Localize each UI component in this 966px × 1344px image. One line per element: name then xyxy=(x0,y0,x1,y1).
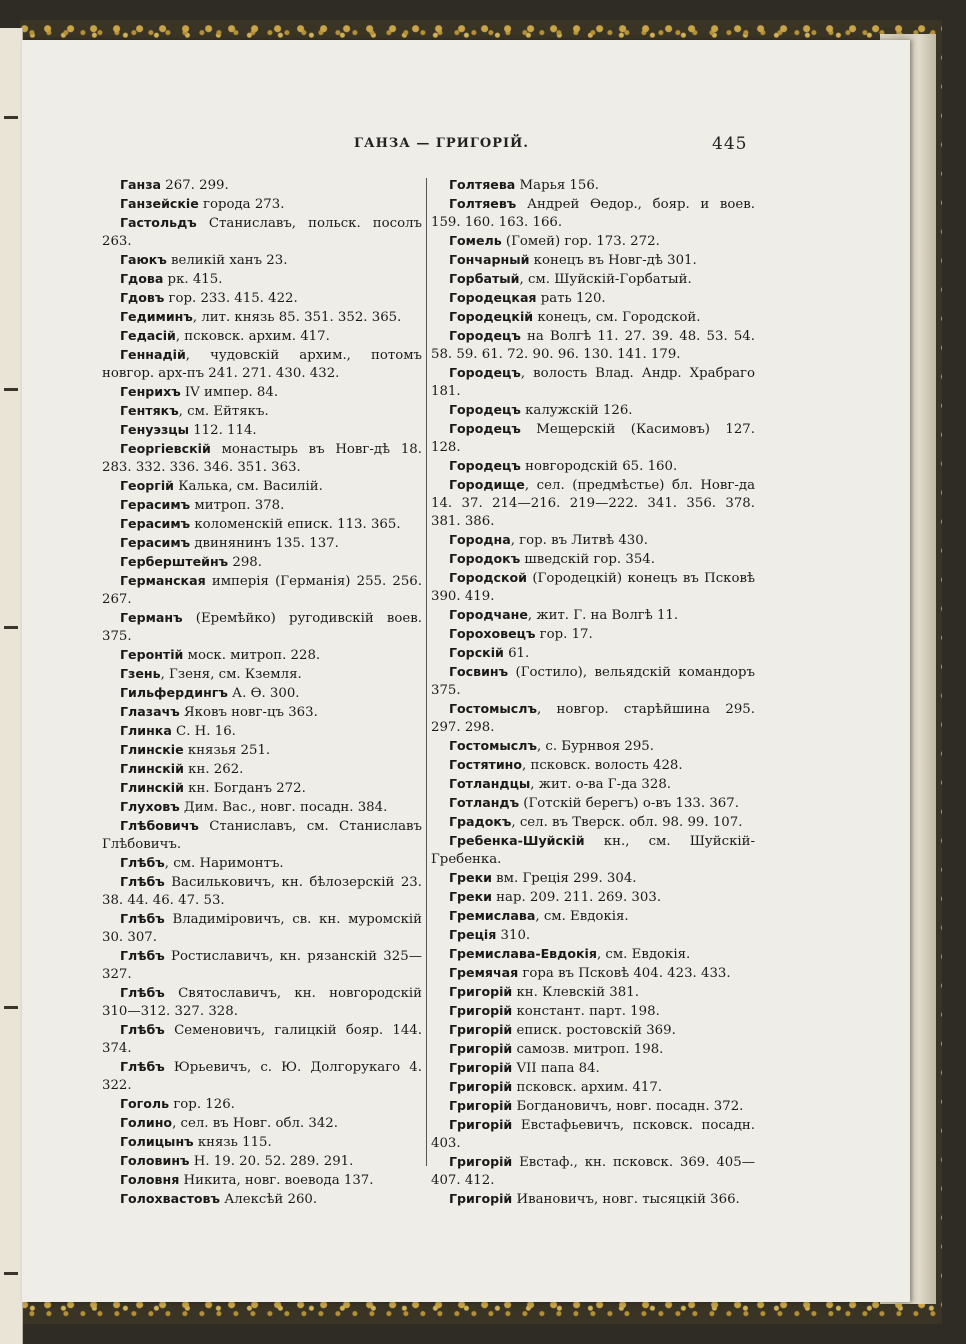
index-entry xyxy=(102,798,422,817)
index-references: на Волгѣ 11. 27. 39. 48. 53. 54. 58. 59. 61. 72. 90. 96. 130. 141. 179. xyxy=(431,329,755,362)
index-references: , чудовскій архим., потомъ новгор. арх-пъ 241. 271. 430. 432. xyxy=(102,348,422,381)
index-entry xyxy=(431,1097,755,1116)
index-references: Ивановичъ, новг. тысяцкій 366. xyxy=(512,1192,740,1207)
index-term: Григорій xyxy=(449,1022,513,1037)
index-entry xyxy=(431,195,755,232)
index-references: IV импер. 84. xyxy=(180,385,279,400)
index-references: , см. Наримонтъ. xyxy=(164,856,284,871)
index-term: Герберштейнъ xyxy=(120,554,229,569)
index-entry xyxy=(102,515,422,534)
index-term: Гастольдъ xyxy=(120,215,197,230)
index-term: Городецъ xyxy=(449,458,521,473)
index-term: Григорій xyxy=(449,1191,513,1206)
index-entry xyxy=(431,983,755,1002)
index-references: Станиславъ, см. Станиславъ Глѣбовичъ. xyxy=(102,819,422,852)
index-entry xyxy=(102,1171,422,1190)
index-entry xyxy=(102,1133,422,1152)
index-term: Греки xyxy=(449,889,492,904)
index-entry xyxy=(431,308,755,327)
index-term: Гостомыслъ xyxy=(449,738,537,753)
index-entry xyxy=(431,1190,755,1209)
index-entry xyxy=(431,569,755,606)
index-term: Городище xyxy=(449,477,525,492)
index-term: Гильфердингъ xyxy=(120,685,228,700)
index-term: Глинскій xyxy=(120,780,184,795)
index-references: , жит. Г. на Волгѣ 11. xyxy=(527,608,679,623)
index-references: моск. митроп. 228. xyxy=(183,648,321,663)
index-references: , жит. о-ва Г-да 328. xyxy=(530,777,672,792)
index-entry xyxy=(102,534,422,553)
index-references: калужскій 126. xyxy=(520,403,633,418)
index-term: Глѣбъ xyxy=(120,1022,165,1037)
index-term: Гончарный xyxy=(449,252,530,267)
index-term: Германская xyxy=(120,573,206,588)
index-entry xyxy=(431,1021,755,1040)
index-references: князья 251. xyxy=(183,743,271,758)
index-references: имперія (Германія) 255. 256. 267. xyxy=(102,574,422,607)
index-entry xyxy=(102,195,422,214)
index-term: Городецкая xyxy=(449,290,537,305)
column-divider xyxy=(426,178,427,1166)
index-references: рать 120. xyxy=(536,291,606,306)
index-references: новгородскій 65. 160. xyxy=(520,459,678,474)
index-entry xyxy=(102,270,422,289)
index-entry xyxy=(102,289,422,308)
index-term: Глинскій xyxy=(120,761,184,776)
index-entry xyxy=(102,1114,422,1133)
index-references: шведскій гор. 354. xyxy=(520,552,655,567)
index-entry xyxy=(431,644,755,663)
index-references: , сел. въ Новг. обл. 342. xyxy=(172,1116,338,1131)
index-term: Грецiя xyxy=(449,927,497,942)
index-entry xyxy=(431,869,755,888)
index-term: Гентякъ xyxy=(120,403,179,418)
index-term: Геронтій xyxy=(120,647,184,662)
index-references: Юрьевичъ, с. Ю. Долгорукаго 4. 322. xyxy=(102,1060,422,1093)
index-term: Гедасій xyxy=(120,328,176,343)
index-references: псковск. архим. 417. xyxy=(512,1080,663,1095)
index-term: Городецъ xyxy=(449,402,521,417)
index-entry xyxy=(431,794,755,813)
index-references: города 273. xyxy=(198,197,285,212)
index-entry xyxy=(431,964,755,983)
index-references: 298. xyxy=(228,555,262,570)
index-references: нар. 209. 211. 269. 303. xyxy=(491,890,662,905)
index-term: Григорій xyxy=(449,1117,513,1132)
index-entry xyxy=(431,1040,755,1059)
index-term: Голтяевъ xyxy=(449,196,517,211)
index-term: Григорій xyxy=(449,984,513,999)
index-references: , см. Евдокія. xyxy=(535,909,629,924)
index-entry xyxy=(431,289,755,308)
index-entry xyxy=(431,625,755,644)
index-entry xyxy=(102,1152,422,1171)
index-term: Гомель xyxy=(449,233,502,248)
index-entry xyxy=(431,1078,755,1097)
index-entry xyxy=(431,907,755,926)
index-references: VII папа 84. xyxy=(512,1061,600,1076)
index-references: Ростиславичъ, кн. рязанскій 325—327. xyxy=(102,949,422,982)
index-entry xyxy=(102,646,422,665)
index-entry xyxy=(431,945,755,964)
index-entry xyxy=(431,457,755,476)
index-term: Гребенка-Шуйскій xyxy=(449,833,585,848)
index-term: Головинъ xyxy=(120,1153,190,1168)
index-entry xyxy=(102,817,422,854)
index-references: Н. 19. 20. 52. 289. 291. xyxy=(189,1154,354,1169)
index-references: , новгор. старѣйшина 295. 297. 298. xyxy=(431,702,755,735)
index-entry xyxy=(102,984,422,1021)
index-term: Гзень xyxy=(120,666,161,681)
index-entry xyxy=(431,550,755,569)
index-entry xyxy=(102,873,422,910)
sewing-mark xyxy=(4,388,18,391)
index-references: Богдановичъ, новг. посадн. 372. xyxy=(512,1099,744,1114)
index-term: Глинка xyxy=(120,723,172,738)
index-references: , псковск. архим. 417. xyxy=(175,329,330,344)
index-term: Готландцы xyxy=(449,776,531,791)
index-entry xyxy=(102,1190,422,1209)
index-references: Марья 156. xyxy=(515,178,600,193)
index-references: Евстафьевичъ, псковск. посадн. 403. xyxy=(431,1118,755,1151)
index-entry xyxy=(102,496,422,515)
index-term: Ганзейскіе xyxy=(120,196,199,211)
index-references: великій ханъ 23. xyxy=(166,253,288,268)
index-entry xyxy=(102,176,422,195)
index-references: самозв. митроп. 198. xyxy=(512,1042,664,1057)
index-term: Гаюкъ xyxy=(120,252,167,267)
index-term: Горбатый xyxy=(449,271,520,286)
index-term: Городской xyxy=(449,570,528,585)
index-term: Глуховъ xyxy=(120,799,180,814)
index-entry xyxy=(102,609,422,646)
index-references: кн. Клевскій 381. xyxy=(512,985,639,1000)
index-term: Григорій xyxy=(449,1154,513,1169)
index-term: Григорій xyxy=(449,1098,513,1113)
index-term: Генуэзцы xyxy=(120,422,189,437)
index-references: Алексѣй 260. xyxy=(220,1192,318,1207)
index-entry xyxy=(431,364,755,401)
index-references: 112. 114. xyxy=(188,423,257,438)
index-term: Григорій xyxy=(449,1079,513,1094)
index-entry xyxy=(102,741,422,760)
index-term: Герасимъ xyxy=(120,535,191,550)
index-entry xyxy=(431,888,755,907)
index-references: конецъ въ Новг-дѣ 301. xyxy=(529,253,697,268)
index-entry xyxy=(102,722,422,741)
index-references: Станиславъ, польск. посолъ 263. xyxy=(102,216,422,249)
sewing-mark xyxy=(4,1272,18,1275)
index-references: Святославичъ, кн. новгородскій 310—312. 327. 328. xyxy=(102,986,422,1019)
index-term: Глѣбъ xyxy=(120,855,165,870)
index-references: вм. Грецiя 299. 304. xyxy=(491,871,637,886)
index-term: Григорій xyxy=(449,1003,513,1018)
index-references: Васильковичъ, кн. бѣлозерскій 23. 38. 44. 46. 47. 53. xyxy=(102,875,422,908)
index-term: Городецъ xyxy=(449,421,521,436)
index-references: , см. Евдокія. xyxy=(596,947,691,962)
index-term: Глѣбъ xyxy=(120,911,165,926)
index-term: Герасимъ xyxy=(120,497,191,512)
index-column-left xyxy=(102,176,422,1209)
index-entry xyxy=(431,251,755,270)
index-term: Ганза xyxy=(120,177,162,192)
index-references: еписк. ростовскій 369. xyxy=(512,1023,676,1038)
index-references: (Готскій берегъ) о-въ 133. 367. xyxy=(519,796,739,811)
index-term: Гремислава-Евдокія xyxy=(449,946,597,961)
index-entry xyxy=(102,684,422,703)
index-entry xyxy=(431,531,755,550)
index-term: Голтяева xyxy=(449,177,516,192)
index-entry xyxy=(431,926,755,945)
index-references: 61. xyxy=(503,646,530,661)
index-references: констант. парт. 198. xyxy=(512,1004,660,1019)
index-references: Андрей Ѳедор., бояр. и воев. 159. 160. 163. 166. xyxy=(431,197,755,230)
index-entry xyxy=(102,703,422,722)
index-references: Дим. Вас., новг. посадн. 384. xyxy=(179,800,388,815)
index-references: кн., см. Шуйскій-Гребенка. xyxy=(431,834,755,867)
index-entry xyxy=(102,327,422,346)
index-term: Германъ xyxy=(120,610,183,625)
index-term: Григорій xyxy=(449,1041,513,1056)
index-references: князь 115. xyxy=(193,1135,272,1150)
index-entry xyxy=(431,663,755,700)
index-term: Голохвастовъ xyxy=(120,1191,220,1206)
previous-page-edge xyxy=(0,28,23,1344)
index-references: Владиміровичъ, св. кн. муромскій 30. 307. xyxy=(102,912,422,945)
index-entry xyxy=(431,813,755,832)
index-entry xyxy=(431,1059,755,1078)
index-entry xyxy=(102,1095,422,1114)
index-references: Никита, новг. воевода 137. xyxy=(179,1173,374,1188)
index-term: Георгій xyxy=(120,478,174,493)
running-head: ГАНЗА — ГРИГОРІЙ. xyxy=(354,136,529,151)
index-term: Гороховецъ xyxy=(449,626,536,641)
index-entry xyxy=(102,665,422,684)
index-term: Генрихъ xyxy=(120,384,181,399)
index-term: Голицынъ xyxy=(120,1134,194,1149)
index-entry xyxy=(102,477,422,496)
index-entry xyxy=(102,251,422,270)
index-references: кн. 262. xyxy=(183,762,244,777)
index-entry xyxy=(431,420,755,457)
index-references: (Гостило), вельядскій командоръ 375. xyxy=(431,665,755,698)
index-term: Глѣбъ xyxy=(120,985,165,1000)
index-term: Городецъ xyxy=(449,365,521,380)
index-term: Городокъ xyxy=(449,551,521,566)
sewing-mark xyxy=(4,1006,18,1009)
index-references: , Гзеня, см. Кземля. xyxy=(160,667,302,682)
index-term: Госвинъ xyxy=(449,664,509,679)
index-entry xyxy=(102,383,422,402)
index-references: А. Ѳ. 300. xyxy=(227,686,300,701)
index-entry xyxy=(102,760,422,779)
index-term: Георгіевскій xyxy=(120,441,211,456)
index-term: Григорій xyxy=(449,1060,513,1075)
index-term: Гдова xyxy=(120,271,164,286)
index-column-right xyxy=(431,176,755,1209)
index-entry xyxy=(102,421,422,440)
index-entry xyxy=(431,775,755,794)
index-entry xyxy=(102,346,422,383)
index-references: Яковъ новг-цъ 363. xyxy=(179,705,318,720)
index-entry xyxy=(102,1021,422,1058)
index-references: Евстаф., кн. псковск. 369. 405—407. 412. xyxy=(431,1155,755,1188)
index-entry xyxy=(431,176,755,195)
index-entry xyxy=(102,553,422,572)
index-term: Городецкій xyxy=(449,309,534,324)
index-references: , см. Ейтякъ. xyxy=(178,404,269,419)
index-entry xyxy=(102,308,422,327)
index-entry xyxy=(102,214,422,251)
index-term: Готландъ xyxy=(449,795,520,810)
index-entry xyxy=(102,854,422,873)
index-term: Гедиминъ xyxy=(120,309,193,324)
index-references: 267. 299. xyxy=(161,178,229,193)
index-entry xyxy=(431,756,755,775)
index-entry xyxy=(102,572,422,609)
index-references: гор. 233. 415. 422. xyxy=(164,291,298,306)
index-entry xyxy=(102,402,422,421)
index-term: Гостомыслъ xyxy=(449,701,537,716)
index-term: Городна xyxy=(449,532,511,547)
index-entry xyxy=(102,1058,422,1095)
index-references: конецъ, см. Городской. xyxy=(533,310,701,325)
index-references: митроп. 378. xyxy=(190,498,285,513)
index-term: Глѣбъ xyxy=(120,1059,165,1074)
index-term: Гремислава xyxy=(449,908,536,923)
index-term: Городчане xyxy=(449,607,528,622)
index-term: Головня xyxy=(120,1172,180,1187)
index-term: Греки xyxy=(449,870,492,885)
index-references: коломенскій еписк. 113. 365. xyxy=(190,517,401,532)
index-entry xyxy=(431,832,755,869)
index-references: (Гомей) гор. 173. 272. xyxy=(501,234,660,249)
page-number: 445 xyxy=(712,134,748,154)
index-references: гора въ Псковѣ 404. 423. 433. xyxy=(518,966,731,981)
index-entry xyxy=(431,1153,755,1190)
index-entry xyxy=(102,440,422,477)
index-references: монастырь въ Новг-дѣ 18. 283. 332. 336. 346. 351. 363. xyxy=(102,442,422,475)
sewing-mark xyxy=(4,116,18,119)
index-term: Гостятино xyxy=(449,757,523,772)
index-term: Герасимъ xyxy=(120,516,191,531)
index-references: (Городецкій) конецъ въ Псковѣ 390. 419. xyxy=(431,571,755,604)
index-references: рк. 415. xyxy=(163,272,223,287)
index-term: Городецъ xyxy=(449,328,521,343)
index-references: , с. Бурнвоя 295. xyxy=(536,739,654,754)
index-entry xyxy=(102,910,422,947)
index-term: Гремячая xyxy=(449,965,519,980)
index-references: двинянинъ 135. 137. xyxy=(190,536,339,551)
index-term: Голино xyxy=(120,1115,173,1130)
index-references: гор. 126. xyxy=(169,1097,235,1112)
index-term: Гоголь xyxy=(120,1096,170,1111)
index-entry xyxy=(102,779,422,798)
index-term: Гдовъ xyxy=(120,290,165,305)
index-references: кн. Богданъ 272. xyxy=(183,781,306,796)
index-references: Калька, см. Василій. xyxy=(173,479,323,494)
index-term: Горскій xyxy=(449,645,504,660)
index-term: Глѣбъ xyxy=(120,874,165,889)
index-references: Семеновичъ, галицкій бояр. 144. 374. xyxy=(102,1023,422,1056)
index-references: , см. Шуйскій-Горбатый. xyxy=(519,272,692,287)
index-references: , псковск. волость 428. xyxy=(522,758,683,773)
index-references: , гор. въ Литвѣ 430. xyxy=(510,533,648,548)
index-entry xyxy=(431,737,755,756)
index-entry xyxy=(431,476,755,531)
index-term: Глѣбъ xyxy=(120,948,165,963)
index-entry xyxy=(431,270,755,289)
sewing-mark xyxy=(4,626,18,629)
index-term: Глинскіе xyxy=(120,742,184,757)
index-references: , сел. въ Тверск. обл. 98. 99. 107. xyxy=(511,815,743,830)
index-entry xyxy=(102,947,422,984)
index-term: Глѣбовичъ xyxy=(120,818,199,833)
index-entry xyxy=(431,401,755,420)
index-references: , волость Влад. Андр. Храбраго 181. xyxy=(431,366,755,399)
index-references: С. Н. 16. xyxy=(171,724,236,739)
index-references: гор. 17. xyxy=(535,627,593,642)
index-references: , сел. (предмѣстье) бл. Новг-да 14. 37. 214—216. 219—222. 341. 356. 378. 381. 386. xyxy=(431,478,755,529)
index-references: (Еремѣйко) ругодивскій воев. 375. xyxy=(102,611,422,644)
index-references: , лит. князь 85. 351. 352. 365. xyxy=(192,310,402,325)
index-entry xyxy=(431,606,755,625)
page-header xyxy=(0,136,966,156)
index-entry xyxy=(431,232,755,251)
index-references: Мещерскій (Касимовъ) 127. 128. xyxy=(431,422,755,455)
index-references: 310. xyxy=(496,928,531,943)
index-entry xyxy=(431,1002,755,1021)
index-term: Геннадій xyxy=(120,347,186,362)
index-entry xyxy=(431,1116,755,1153)
index-term: Градокъ xyxy=(449,814,512,829)
index-entry xyxy=(431,327,755,364)
index-term: Глазачъ xyxy=(120,704,180,719)
index-entry xyxy=(431,700,755,737)
